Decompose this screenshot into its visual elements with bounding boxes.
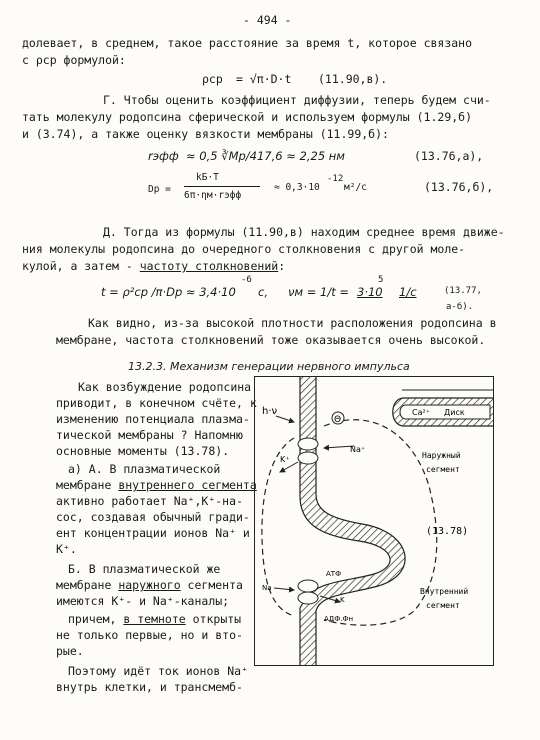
eq-13-77-tag-2: а-б). [446,302,474,312]
section-g-line-2: тать молекулу родопсина сферической и используем формулы (1.29,б) [22,110,473,124]
left-a-line-5: ент концентрации ионов Na⁺ и [56,526,250,540]
left-d-line-1: Поэтому идёт ток ионов Na⁺ [68,664,249,678]
eq-13-77-t: t = ρ²ср /π·Dр ≈ 3,4·10 [101,285,236,299]
eq-13-77-tag-1: (13.77, [444,286,482,296]
na-arrow-bottom [274,588,294,590]
left-p1-line-4: тической мембраны ? Напомню [56,428,243,442]
left-c-line-1: причем, в темноте открыты [68,612,242,626]
outer-segment-label-1: Наружный [422,451,461,460]
ca-label: Ca²⁺ [412,408,430,417]
eq-13-76a-lhs: rэфф [148,149,179,163]
adp-label: АДФ.Фн [324,615,354,623]
eq-13-77-t-unit: с, [258,285,268,299]
eq-13-77-nu-exp: 5 [378,275,384,285]
eq-13-76b-denominator: 6π·ηм·rэфф [184,190,242,201]
eq-13-76b-exp: -12 [327,174,344,184]
left-p1-line-1: Как возбуждение родопсина [78,380,252,394]
conclusion-line-2: мембране, частота столкновений тоже оказывается очень высокой. [56,333,486,347]
eq-13-76a-tag: (13.76,а), [414,149,484,163]
section-d-line-1: Д. Тогда из формулы (11.90,в) находим среднее время движе- [103,225,505,239]
eq-13-77-t-exp: -6 [241,275,252,285]
eq-13-77-nu-value: 3·10 [357,285,383,299]
left-b-line-1: Б. В плазматической же [68,562,221,576]
outer-segment-label-2: сегмент [426,465,460,474]
k-bottom-label: K [340,596,345,604]
eq-11-90b-lhs: ρср [202,72,223,86]
left-a-line-2: мембране внутреннего сегмента [56,478,257,492]
left-a-line-1: а) А. В плазматической [68,462,221,476]
section-d-line-3: кулой, а затем - частоту столкновений: [22,259,286,273]
section-d-line-2: ния молекулы родопсина до очередного столкновения с другой моле- [22,242,466,256]
eq-11-90b-tag: (11.90,в). [318,72,388,86]
section-g-line-1: Г. Чтобы оценить коэффициент диффузии, теперь будем счи- [103,93,491,107]
membrane-diagram [254,376,494,666]
left-p1-line-5: основные моменты (13.78). [56,444,230,458]
eq-13-77-nu: νм = 1/t = [288,285,350,299]
left-a-line-6: K⁺. [56,542,77,556]
atp-label: АТФ [326,570,342,578]
left-d-line-2: внутрь клетки, и трансмемб- [56,680,243,694]
section-g-line-3: и (3.74), а также оценку вязкости мембраны (11.99,б): [22,127,389,141]
intro-line-1: долевает, в среднем, такое расстояние за время t, которое связано [22,36,473,50]
section-title: 13.2.3. Механизм генерации нервного импульса [128,360,410,373]
na-bottom-label: Na [262,584,272,592]
eq-13-77-nu-unit: 1/с [399,285,417,299]
left-p1-line-3: изменению потенциала плазма- [56,412,250,426]
theta-label: Θ [334,415,342,425]
left-a-line-3: активно работает Na⁺,K⁺-на- [56,494,243,508]
eq-13-76b-lhs: Dр = [148,184,171,195]
left-a-line-4: сос, создавая обычный гради- [56,510,250,524]
eq-13-76b-tag: (13.76,б), [424,180,494,194]
conclusion-line-1: Как видно, из-за высокой плотности расположения родопсина в [88,316,497,330]
eq-13-76b-units: м²/с [344,182,367,193]
na-top-label: Na⁺ [350,445,366,454]
disk-label: Диск [444,408,465,417]
fraction-bar [184,186,260,187]
inner-segment-label-1: Внутренний [420,587,469,596]
inner-segment-label-2: сегмент [426,601,460,610]
k-left-label: K⁺ [280,455,290,464]
intro-line-2: с ρср формулой: [22,53,126,67]
hv-label: h·ν [262,406,278,417]
page-number: - 494 - [243,13,292,27]
eq-13-76a-rhs: ≈ 0,5 ∛Mр/417,6 ≈ 2,25 нм [186,149,345,163]
eq-13-76b-numerator: kБ·T [196,172,219,183]
left-p1-line-2: приводит, в конечном счёте, к [56,396,257,410]
left-c-line-3: рые. [56,644,84,658]
left-b-line-2: мембране наружного сегмента [56,578,243,592]
hv-arrow [276,416,294,422]
equation-ref-label: (13.78) [426,526,469,537]
eq-13-76b-rhs: ≈ 0,3·10 [274,182,320,193]
left-b-line-3: имеются K⁺- и Na⁺-каналы; [56,594,230,608]
left-c-line-2: не только первые, но и вто- [56,628,243,642]
eq-11-90b-rhs: = √π·D·t [236,72,292,86]
